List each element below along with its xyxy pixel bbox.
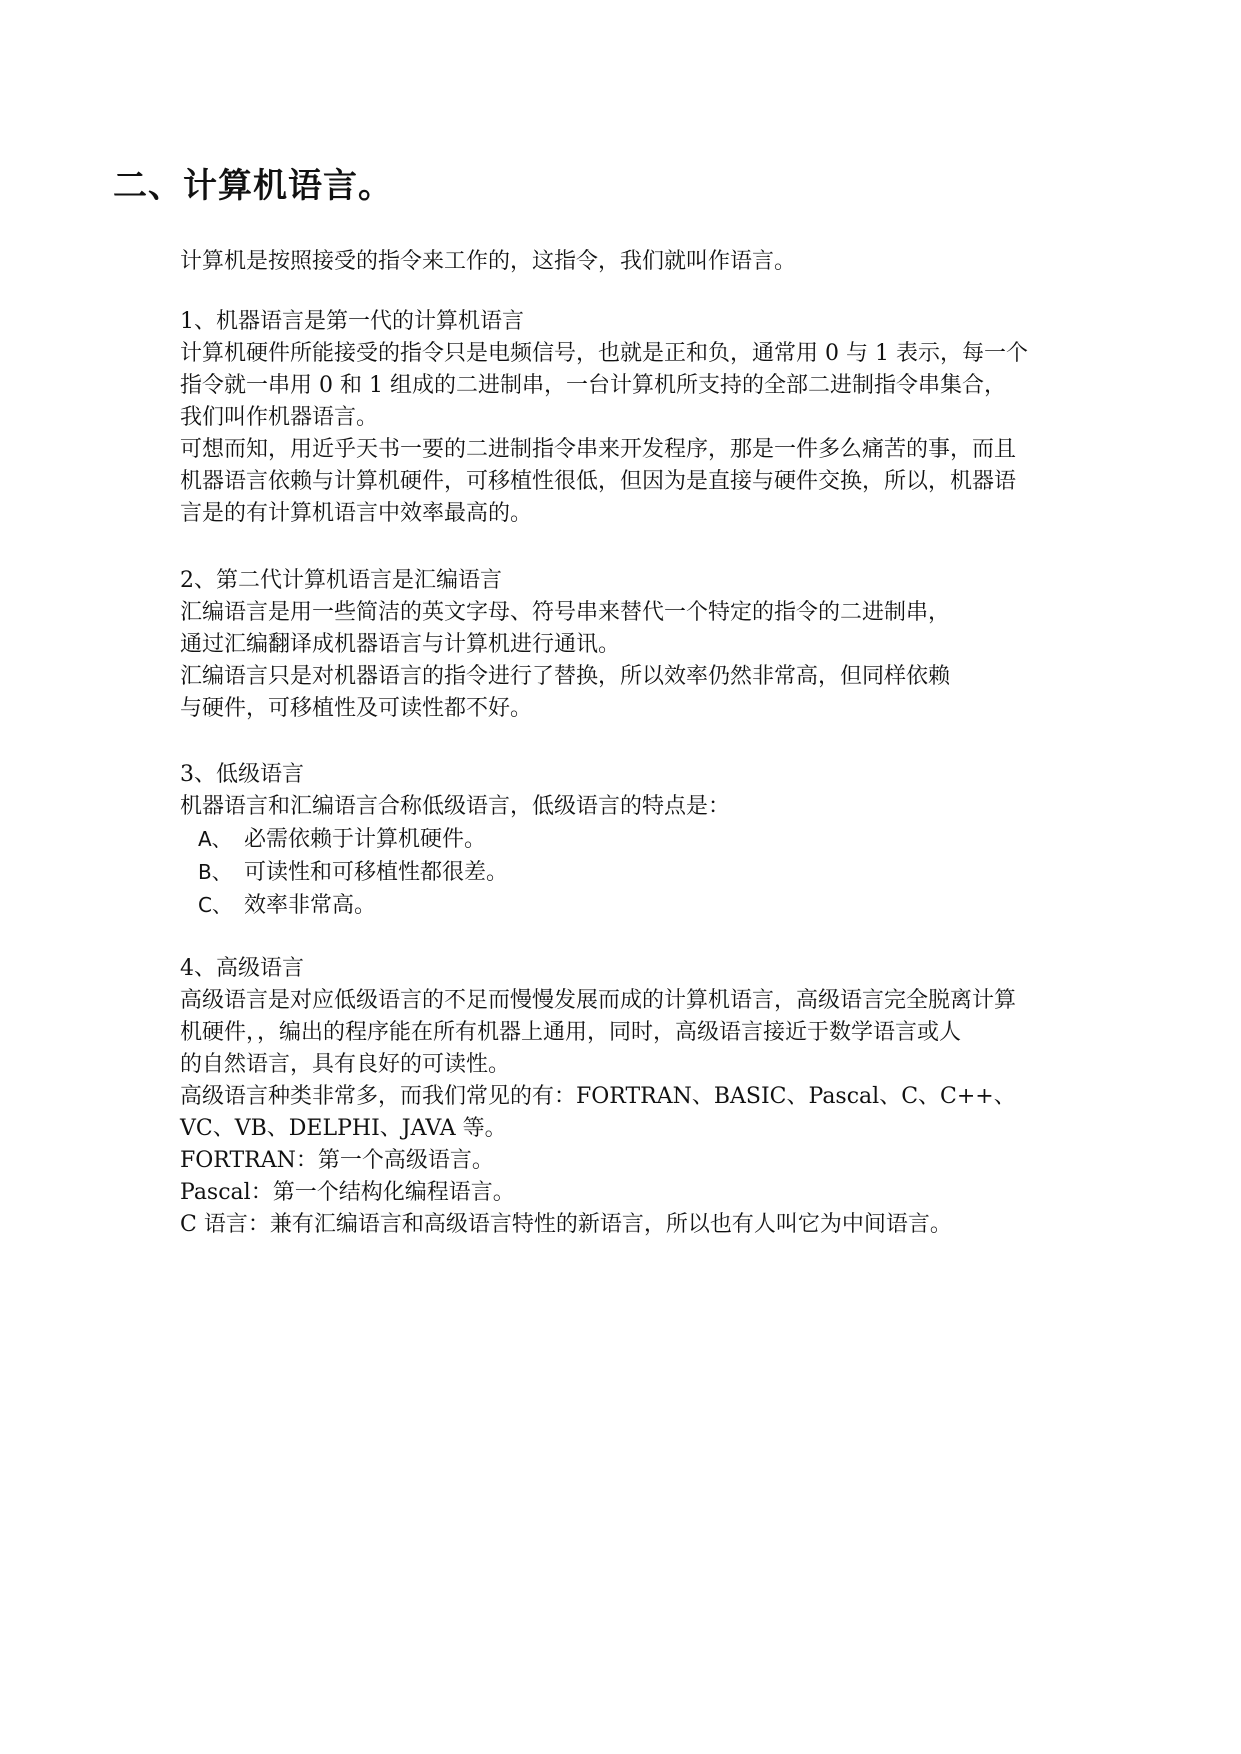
paragraph-line: 机器语言和汇编语言合称低级语言，低级语言的特点是：: [180, 794, 731, 819]
page-title: 二、计算机语言。: [113, 166, 393, 206]
list-marker: C、: [198, 893, 232, 917]
section-high-level-language: [180, 953, 1140, 1241]
list-item-text: 必需依赖于计算机硬件。: [244, 827, 487, 852]
section-heading: 1、机器语言是第一代的计算机语言: [180, 309, 524, 334]
list-marker: B、: [198, 860, 232, 884]
list-item: [180, 823, 1140, 856]
paragraph-line: C 语言：兼有汇编语言和高级语言特性的新语言，所以也有人叫它为中间语言。: [180, 1212, 952, 1237]
paragraph-line: 计算机硬件所能接受的指令只是电频信号，也就是正和负，通常用 0 与 1 表示，每一个: [180, 341, 1028, 366]
section-heading: 2、第二代计算机语言是汇编语言: [180, 568, 502, 593]
list-item-text: 可读性和可移植性都很差。: [244, 860, 509, 885]
paragraph-line: VC、VB、DELPHI、JAVA 等。: [180, 1116, 507, 1141]
intro-paragraph: 计算机是按照接受的指令来工作的，这指令，我们就叫作语言。: [180, 249, 797, 274]
paragraph-line: 高级语言种类非常多，而我们常见的有：FORTRAN、BASIC、Pascal、C、C++、: [180, 1084, 1016, 1109]
paragraph-line: 汇编语言只是对机器语言的指令进行了替换，所以效率仍然非常高，但同样依赖: [180, 664, 951, 689]
paragraph-line: 机器语言依赖与计算机硬件，可移植性很低，但因为是直接与硬件交换，所以，机器语: [180, 469, 1017, 494]
section-low-level-language: [180, 759, 1140, 922]
paragraph-line: Pascal：第一个结构化编程语言。: [180, 1180, 515, 1205]
list-item: [180, 856, 1140, 889]
paragraph-line: 机硬件，，编出的程序能在所有机器上通用，同时，高级语言接近于数学语言或人: [180, 1020, 962, 1045]
paragraph-line: 与硬件，可移植性及可读性都不好。: [180, 696, 533, 721]
paragraph-line: 可想而知，用近乎天书一要的二进制指令串来开发程序，那是一件多么痛苦的事，而且: [180, 437, 1017, 462]
section-heading: 4、高级语言: [180, 956, 304, 981]
list-marker: A、: [198, 827, 232, 851]
list-item-text: 效率非常高。: [244, 893, 377, 918]
paragraph-line: FORTRAN：第一个高级语言。: [180, 1148, 494, 1173]
paragraph-line: 汇编语言是用一些简洁的英文字母、符号串来替代一个特定的指令的二进制串，: [180, 600, 951, 625]
feature-list: [180, 823, 1140, 922]
paragraph-line: 我们叫作机器语言。: [180, 405, 379, 430]
paragraph-line: 的自然语言，具有良好的可读性。: [180, 1052, 511, 1077]
section-machine-language: [180, 306, 1140, 530]
list-item: [180, 889, 1140, 922]
paragraph-line: 指令就一串用 0 和 1 组成的二进制串，一台计算机所支持的全部二进制指令串集合，: [180, 373, 1006, 398]
section-heading: 3、低级语言: [180, 762, 304, 787]
paragraph-line: 高级语言是对应低级语言的不足而慢慢发展而成的计算机语言，高级语言完全脱离计算: [180, 988, 1017, 1013]
section-assembly-language: [180, 565, 1140, 725]
paragraph-line: 言是的有计算机语言中效率最高的。: [180, 501, 533, 526]
paragraph-line: 通过汇编翻译成机器语言与计算机进行通讯。: [180, 632, 621, 657]
